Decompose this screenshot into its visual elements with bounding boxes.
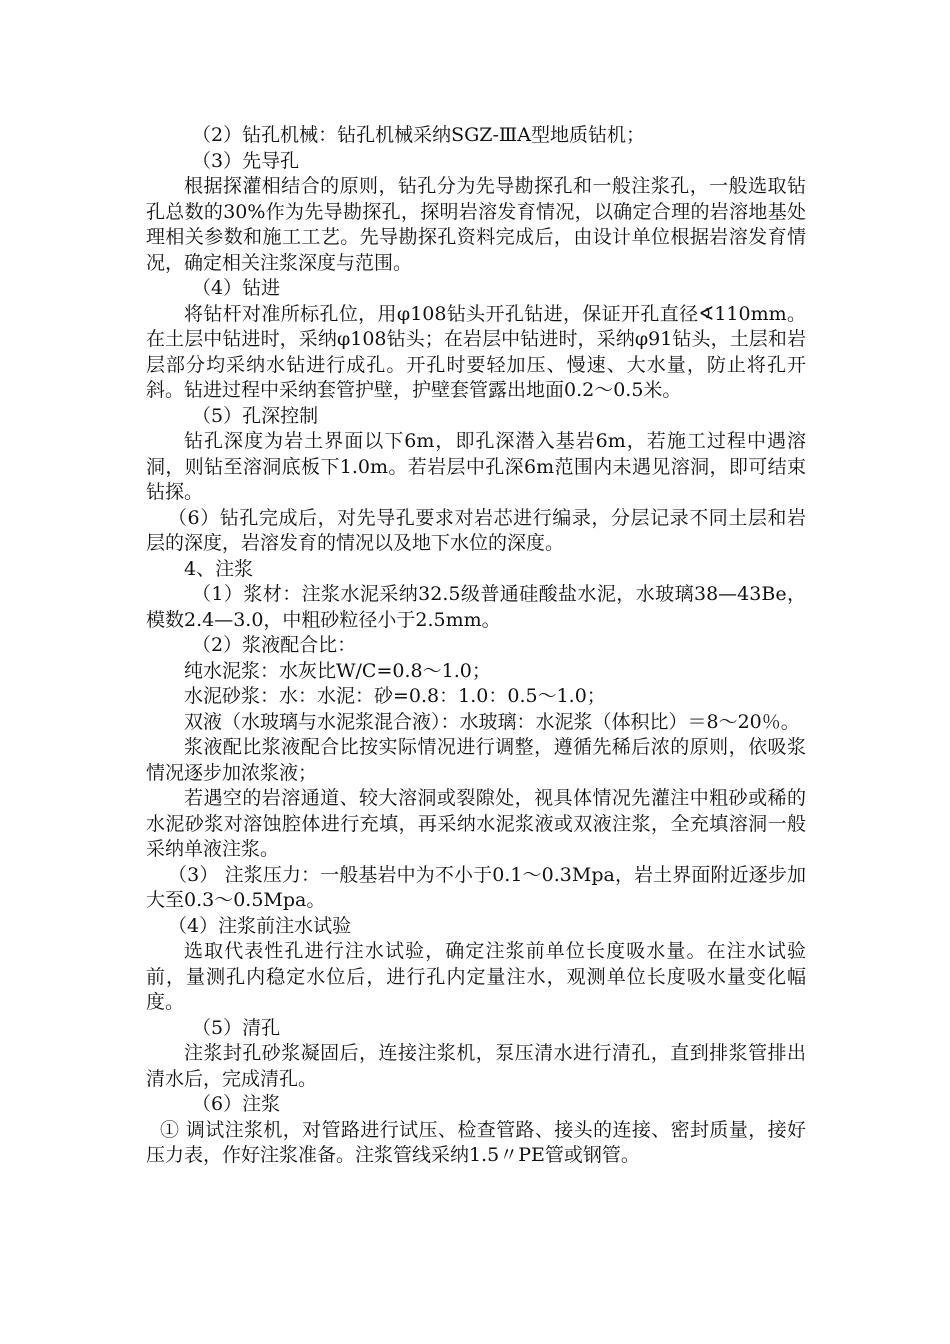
paragraph: （6）钻孔完成后，对先导孔要求对岩芯进行编录，分层记录不同土层和岩层的深度，岩溶发育的情况以及地下水位的深度。: [146, 506, 806, 554]
paragraph: （5）孔深控制: [192, 404, 319, 427]
paragraph: （2）钻孔机械：钻孔机械采纳SGZ-ⅢA型地质钻机；: [192, 124, 645, 146]
paragraph: （5）清孔: [192, 1016, 281, 1039]
paragraph: 根据探灌相结合的原则，钻孔分为先导勘探孔和一般注浆孔，一般选取钻孔总数的30%作为先导勘探孔，探明岩溶发育情况，以确定合理的岩溶地基处理相关参数和施工工艺。先导勘探孔资料完成后，由设计单位根据岩溶发育情况，确定相关注浆深度与范围。: [146, 175, 806, 274]
paragraph: （1）浆材：注浆水泥采纳32.5级普通硅酸盐水泥，水玻璃38—43Be，模数2.4—3.0，中粗砂粒径小于2.5mm。: [146, 583, 806, 631]
paragraph: （4）钻进: [192, 277, 281, 299]
paragraph: 4、注浆: [184, 557, 254, 580]
paragraph: 浆液配比浆液配合比按实际情况进行调整，遵循先稀后浓的原则，依吸浆情况逐步加浓浆液；: [146, 736, 806, 784]
paragraph: 水泥砂浆：水：水泥：砂=0.8：1.0：0.5～1.0；: [184, 685, 606, 707]
paragraph: 钻孔深度为岩土界面以下6m，即孔深潜入基岩6m，若施工过程中遇溶洞，则钻至溶洞底板下1.0m。若岩层中孔深6m范围内未遇见溶洞，即可结束钻探。: [146, 430, 806, 503]
paragraph: （2）浆液配合比：: [192, 634, 357, 656]
paragraph: 将钻杆对准所标孔位，用φ108钻头开孔钻进，保证开孔直径∢110mm。在土层中钻进时，采纳φ108钻头；在岩层中钻进时，采纳φ91钻头，土层和岩层部分均采纳水钻进行成孔。开孔时要轻加压、慢速、大水量，防止将孔开斜。钻进过程中采纳套管护壁，护壁套管露出地面0.2～0.5米。: [146, 302, 806, 401]
paragraph: 双液（水玻璃与水泥浆混合液）：水玻璃：水泥浆（体积比）＝8～20％。: [184, 710, 800, 733]
paragraph: （3）先导孔: [192, 149, 300, 172]
paragraph: （3） 注浆压力：一般基岩中为不小于0.1～0.3Mpa，岩土界面附近逐步加大至0.3～0.5Mpa。: [146, 863, 806, 911]
paragraph: （4）注浆前注水试验: [168, 914, 352, 937]
paragraph: 选取代表性孔进行注水试验，确定注浆前单位长度吸水量。在注水试验前，量测孔内稳定水位后，进行孔内定量注水，观测单位长度吸水量变化幅度。: [146, 940, 806, 1013]
paragraph: 若遇空的岩溶通道、较大溶洞或裂隙处，视具体情况先灌注中粗砂或稀的水泥砂浆对溶蚀腔体进行充填，再采纳水泥浆液或双液注浆，全充填溶洞一般采纳单液注浆。: [146, 787, 806, 860]
paragraph: 纯水泥浆：水灰比W/C=0.8～1.0；: [184, 659, 491, 682]
paragraph: 注浆封孔砂浆凝固后，连接注浆机，泵压清水进行清孔，直到排浆管排出清水后，完成清孔。: [146, 1042, 806, 1090]
document-body: [146, 123, 806, 1169]
paragraph: ① 调试注浆机，对管路进行试压、检查管路、接头的连接、密封质量，接好压力表，作好注浆准备。注浆管线采纳1.5〃PE管或钢管。: [146, 1118, 806, 1166]
paragraph: （6）注浆: [192, 1093, 281, 1115]
